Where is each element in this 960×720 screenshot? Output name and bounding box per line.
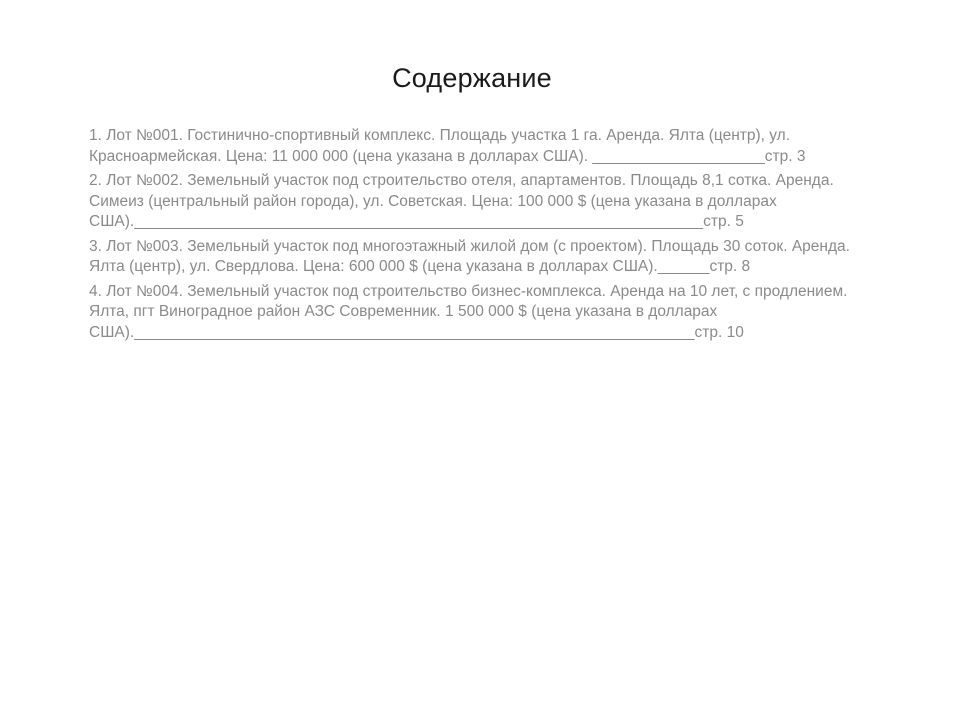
toc-item-lot-004: 4. Лот №004. Земельный участок под строительство бизнес-комплекса. Аренда на 10 лет, с продлением. Ялта, пгт Виноградное район АЗС Современник. 1 500 000 $ (цена указана в долларах США)._________________________________________________________________стр. 10 — [89, 282, 848, 341]
toc-item-lot-003: 3. Лот №003. Земельный участок под многоэтажный жилой дом (с проектом). Площадь 30 соток. Аренда. Ялта (центр), ул. Свердлова. Цена: 600 000 $ (цена указана в долларах США).______стр. 8 — [89, 237, 850, 275]
table-of-contents — [89, 126, 889, 347]
toc-item-lot-002: 2. Лот №002. Земельный участок под строительство отеля, апартаментов. Площадь 8,1 сотка. Аренда. Симеиз (центральный район города), ул. Советская. Цена: 100 000 $ (цена указана в долларах США).__________________________________________________________________стр. 5 — [89, 172, 834, 230]
toc-item-lot-001: 1. Лот №001. Гостинично-спортивный комплекс. Площадь участка 1 га. Аренда. Ялта (центр), ул. Красноармейская. Цена: 11 000 000 (цена указана в долларах США). ____________________стр. 3 — [89, 127, 806, 165]
page-title: Содержание — [392, 63, 552, 93]
